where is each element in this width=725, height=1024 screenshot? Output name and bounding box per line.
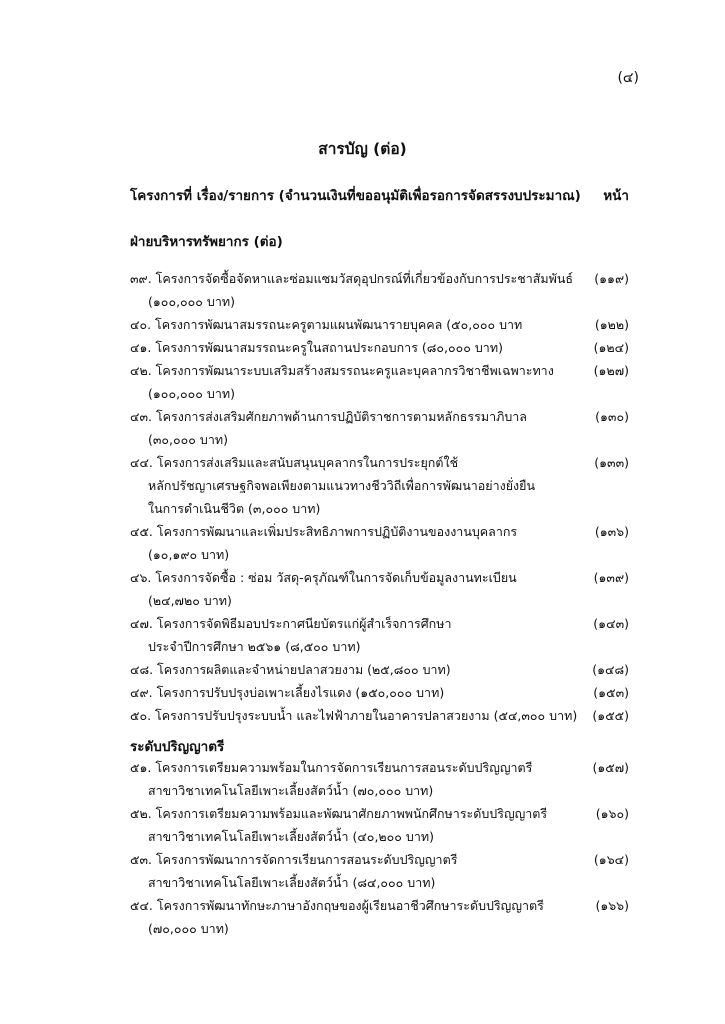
toc-entry xyxy=(130,566,629,612)
toc-entry-page: (๑๓๓) xyxy=(594,455,629,470)
toc-entry-continuation: ประจำปีการศึกษา ๒๕๖๑ (๘,๕๐๐ บาท) xyxy=(148,639,361,654)
toc-entry-page: (๑๒๗) xyxy=(593,363,629,378)
toc-entry-page: (๑๕๕) xyxy=(592,708,629,723)
toc-entry xyxy=(130,848,629,894)
toc-entry-page: (๑๓๐) xyxy=(595,409,629,424)
entry-list xyxy=(130,756,629,940)
toc-entry-title: ๕๐. โครงการปรับปรุงระบบน้ำ และไฟฟ้าภายในอาคารปลาสวยงาม (๕๔,๓๐๐ บาท) xyxy=(130,708,578,723)
toc-entry xyxy=(130,704,629,727)
toc-entry-page: (๑๔๓) xyxy=(593,616,629,631)
toc-entry-page: (๑๕๓) xyxy=(593,685,629,700)
toc-entry-page: (๑๓๙) xyxy=(593,570,629,585)
toc-entry xyxy=(130,894,629,940)
toc-entry-page: (๑๒๒) xyxy=(594,317,629,332)
section-heading: ระดับปริญญาตรี xyxy=(130,739,225,755)
page-number: (๔) xyxy=(617,70,639,86)
toc-entry xyxy=(130,802,629,848)
toc-entry-continuation: ในการดำเนินชีวิต (๓,๐๐๐ บาท) xyxy=(148,501,321,516)
toc-entry-title: ๔๓. โครงการส่งเสริมศักยภาพด้านการปฏิบัติราชการตามหลักธรรมาภิบาล xyxy=(130,409,527,424)
toc-entry-title: ๔๕. โครงการพัฒนาและเพิ่มประสิทธิภาพการปฏิบัติงานของงานบุคลากร xyxy=(130,524,518,539)
toc-entry-page: (๑๔๘) xyxy=(592,662,629,677)
toc-entry xyxy=(130,405,629,451)
toc-column-header xyxy=(130,184,629,206)
toc-entry-page: (๑๓๖) xyxy=(594,524,629,539)
toc-entry-page: (๑๑๙) xyxy=(594,271,629,286)
toc-entry-continuation: (๒๔,๗๒๐ บาท) xyxy=(148,593,232,608)
toc-entry xyxy=(130,313,629,336)
toc-entry xyxy=(130,658,629,681)
toc-entry-page: (๑๖๖) xyxy=(595,898,629,913)
toc-entry-title: ๔๙. โครงการปรับปรุงบ่อเพาะเลี้ยงไรแดง (๑๕๐,๐๐๐ บาท) xyxy=(130,685,445,700)
toc-header-label: โครงการที่ เรื่อง/รายการ (จำนวนเงินที่ขออนุมัติเพื่อรอการจัดสรรงบประมาณ) xyxy=(130,188,581,204)
toc-entry-page: (๑๕๗) xyxy=(592,760,629,775)
entry-list xyxy=(130,267,629,727)
toc-entry-title: ๔๒. โครงการพัฒนาระบบเสริมสร้างสมรรถนะครูและบุคลากรวิชาชีพเฉพาะทาง xyxy=(130,363,554,378)
toc-entry xyxy=(130,681,629,704)
toc-entry xyxy=(130,267,629,313)
toc-entry-title: ๔๖. โครงการจัดซื้อ : ซ่อม วัสดุ-ครุภัณฑ์ในการจัดเก็บข้อมูลงานทะเบียน xyxy=(130,570,517,585)
toc-entry xyxy=(130,336,629,359)
toc-entry-continuation: (๗๐,๐๐๐ บาท) xyxy=(148,921,229,936)
toc-entry-continuation: (๑๐๐,๐๐๐ บาท) xyxy=(148,386,235,401)
toc-entry-continuation: สาขาวิชาเทคโนโลยีเพาะเลี้ยงสัตว์น้ำ (๘๔,๐๐๐ บาท) xyxy=(148,875,436,890)
section-heading: ฝ่ายบริหารทรัพยากร (ต่อ) xyxy=(130,234,283,250)
toc-entry-continuation: (๓๐,๐๐๐ บาท) xyxy=(148,432,228,447)
toc-entry-page: (๑๖๔) xyxy=(593,852,629,867)
toc-entry xyxy=(130,756,629,802)
toc-entry-continuation: (๑๐,๑๙๐ บาท) xyxy=(148,547,230,562)
toc-header-page-label: หน้า xyxy=(603,188,629,204)
toc-entry xyxy=(130,451,629,520)
toc-entry-title: ๔๑. โครงการพัฒนาสมรรถนะครูในสถานประกอบการ (๘๐,๐๐๐ บาท) xyxy=(130,340,503,355)
toc-entry-title: ๔๗. โครงการจัดพิธีมอบประกาศนียบัตรแก่ผู้สำเร็จการศึกษา xyxy=(130,616,452,631)
toc-entry xyxy=(130,612,629,658)
toc-entry-title: ๔๔. โครงการส่งเสริมและสนับสนุนบุคลากรในการประยุกต์ใช้ xyxy=(130,455,459,470)
toc-entry-continuation: (๑๐๐,๐๐๐ บาท) xyxy=(148,294,235,309)
toc-entry xyxy=(130,359,629,405)
toc-entry-continuation: สาขาวิชาเทคโนโลยีเพาะเลี้ยงสัตว์น้ำ (๔๐,๒๐๐ บาท) xyxy=(148,829,434,844)
toc-entry xyxy=(130,520,629,566)
toc-entry-title: ๕๑. โครงการเตรียมความพร้อมในการจัดการเรียนการสอนระดับปริญญาตรี xyxy=(130,760,533,775)
toc-entry-continuation: หลักปรัชญาเศรษฐกิจพอเพียงตามแนวทางชีววิถีเพื่อการพัฒนาอย่างยั่งยืน xyxy=(148,478,536,493)
toc-entry-page: (๑๒๔) xyxy=(593,340,629,355)
toc-entry-page: (๑๖๐) xyxy=(595,806,629,821)
toc-entry-title: ๔๐. โครงการพัฒนาสมรรถนะครูตามแผนพัฒนารายบุคคล (๕๐,๐๐๐ บาท xyxy=(130,317,523,332)
toc-entry-title: ๓๙. โครงการจัดซื้อจัดหาและซ่อมแซมวัสดุอุปกรณ์ที่เกี่ยวข้องกับการประชาสัมพันธ์ xyxy=(130,271,574,286)
document-title: สารบัญ (ต่อ) xyxy=(318,140,407,158)
toc-entry-title: ๕๔. โครงการพัฒนาทักษะภาษาอังกฤษของผู้เรียนอาชีวศึกษาระดับปริญญาตรี xyxy=(130,898,544,913)
toc-entry-title: ๕๓. โครงการพัฒนาการจัดการเรียนการสอนระดับปริญญาตรี xyxy=(130,852,458,867)
toc-entry-continuation: สาขาวิชาเทคโนโลยีเพาะเลี้ยงสัตว์น้ำ (๗๐,๐๐๐ บาท) xyxy=(148,783,434,798)
toc-entry-title: ๕๒. โครงการเตรียมความพร้อมและพัฒนาศักยภาพพนักศึกษาระดับปริญญาตรี xyxy=(130,806,548,821)
toc-entry-title: ๔๘. โครงการผลิตและจำหน่ายปลาสวยงาม (๒๕,๘๐๐ บาท) xyxy=(130,662,451,677)
